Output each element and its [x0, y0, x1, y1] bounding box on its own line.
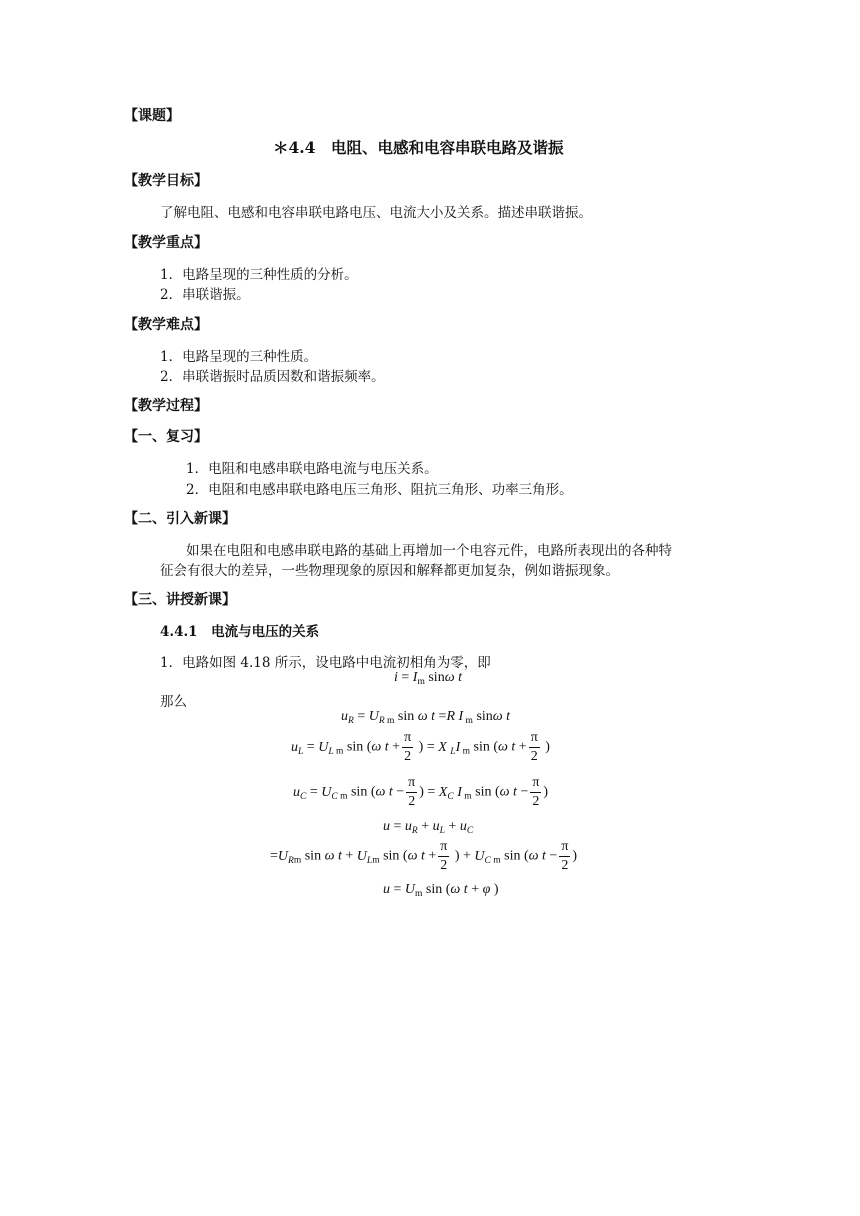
difficulty-item: 2．串联谐振时品质因数和谐振频率。: [160, 369, 385, 385]
fraction-pi-over-2: $\frac{\pi}{2}$: [530, 730, 538, 764]
equation-ul: $u_L = U_L$ $_m$ sin (ω t + $\frac{\pi}{2}$ ) = X $_L$I $_m$ sin (ω t + $\frac{\pi}{2}$ ): [291, 730, 550, 764]
difficulties-heading: 【教学难点】: [124, 317, 208, 333]
goals-heading: 【教学目标】: [124, 173, 208, 189]
equation-u-expanded: $=U_{Rm}$ sin ω $t + U_{Lm}$ sin (ω t + $\frac{\pi}{2}$ ) + $U_C$ $_m$ sin (ω t − $\frac{\pi}{2}$ ): [270, 839, 578, 873]
fraction-pi-over-2: $\frac{\pi}{2}$: [408, 775, 416, 809]
fraction-pi-over-2: $\frac{\pi}{2}$: [404, 730, 412, 764]
key-point-item: 2．串联谐振。: [160, 287, 250, 303]
paragraph-then: 那么: [160, 694, 187, 710]
intro-heading: 【二、引入新课】: [124, 511, 236, 527]
review-item: 2．电阻和电感串联电路电压三角形、阻抗三角形、功率三角形。: [186, 482, 573, 498]
paragraph: 1．电路如图 4.18 所示，设电路中电流初相角为零，即: [160, 655, 491, 671]
process-heading: 【教学过程】: [124, 398, 208, 414]
fraction-pi-over-2: $\frac{\pi}{2}$: [532, 775, 540, 809]
equation-u-sum: $u = u_R + u_L + u_C$: [383, 819, 474, 836]
equation-u-final: $u = U_m$ sin (ω t + φ ): [383, 882, 499, 899]
section-title: 4.4.1 电流与电压的关系: [160, 624, 320, 640]
review-heading: 【一、复习】: [124, 429, 208, 445]
intro-paragraph-line: 如果在电阻和电感串联电路的基础上再增加一个电容元件，电路所表现出的各种特: [186, 543, 672, 559]
review-item: 1．电阻和电感串联电路电流与电压关系。: [186, 461, 438, 477]
topic-heading: 【课题】: [124, 108, 180, 124]
equation-uc: $u_C = U_C$ $_m$ sin (ω t − $\frac{\pi}{2}$ ) = $X_C$ I $_m$ sin (ω t − $\frac{\pi}{2}$ ): [293, 775, 549, 809]
intro-paragraph-line: 征会有很大的差异，一些物理现象的原因和解释都更加复杂，例如谐振现象。: [160, 563, 619, 579]
page-title: ＊4.4 电阻、电感和电容串联电路及谐振: [273, 138, 564, 157]
key-points-heading: 【教学重点】: [124, 235, 208, 251]
equation-ur: $u_R = U_R$ $_m$ sin ω t =R I $_m$ sinω t: [341, 709, 511, 726]
key-point-item: 1．电路呈现的三种性质的分析。: [160, 267, 358, 283]
teach-heading: 【三、讲授新课】: [124, 592, 236, 608]
equation-current: $i = I_m$ sinω t: [394, 670, 462, 687]
fraction-pi-over-2: $\frac{\pi}{2}$: [561, 839, 569, 873]
difficulty-item: 1．电路呈现的三种性质。: [160, 349, 318, 365]
goals-text: 了解电阻、电感和电容串联电路电压、电流大小及关系。描述串联谐振。: [160, 205, 592, 221]
fraction-pi-over-2: $\frac{\pi}{2}$: [440, 839, 448, 873]
